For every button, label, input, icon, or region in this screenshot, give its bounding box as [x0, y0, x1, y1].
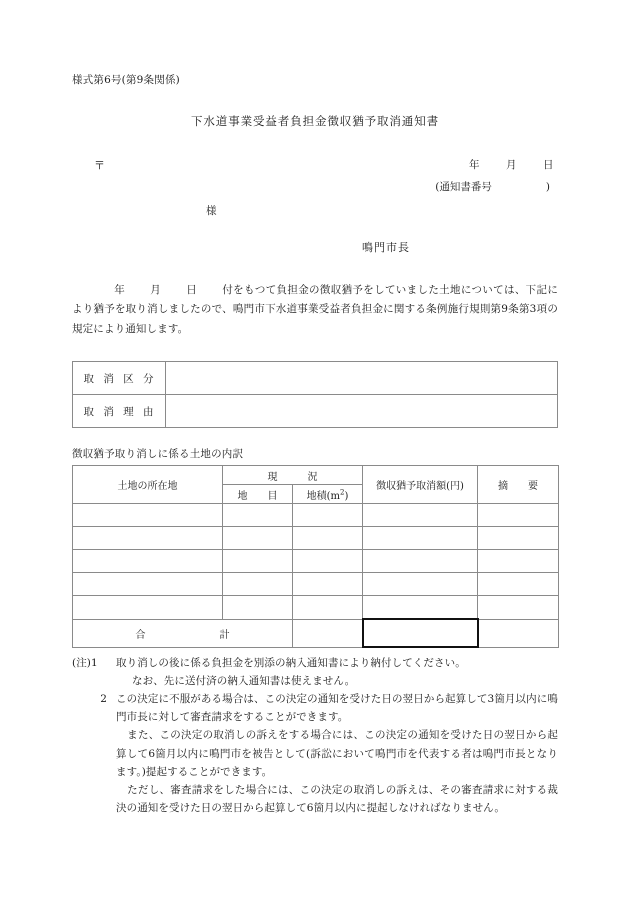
- header-land-category: 地 目: [223, 485, 293, 504]
- cell-location[interactable]: [73, 573, 223, 596]
- cell-remarks[interactable]: [478, 573, 559, 596]
- land-table-caption: 徴収猶予取り消しに係る土地の内訳: [72, 448, 244, 461]
- note-1-marker: (注)1: [72, 657, 98, 670]
- issuer-row: [72, 239, 558, 281]
- note-1-sub: なお、先に送付済の納入通知書は使えません。: [132, 675, 356, 688]
- cell-location[interactable]: [73, 504, 223, 527]
- recipient-row: [72, 203, 558, 239]
- table-row: [73, 596, 559, 620]
- total-cancel-amount[interactable]: [363, 619, 478, 647]
- note-2-paragraph-3-text: ただし、審査請求をした場合には、この決定の取消しの訴えは、その審査請求に対する裁決の通知を受けた日の翌日から起算して6箇月以内に提起しなければなりません。: [116, 783, 558, 814]
- cell-land-category[interactable]: [223, 596, 293, 620]
- note-1-text: 取り消しの後に係る負担金を別添の納入通知書により納付してください。: [116, 657, 466, 670]
- cell-land-area[interactable]: [293, 596, 363, 620]
- cell-location[interactable]: [73, 527, 223, 550]
- cell-land-area[interactable]: [293, 504, 363, 527]
- cell-cancel-amount[interactable]: [363, 573, 478, 596]
- cell-remarks[interactable]: [478, 550, 559, 573]
- cancellation-category-field[interactable]: [166, 362, 558, 395]
- total-land-area[interactable]: [293, 619, 363, 647]
- table-row: [73, 395, 558, 428]
- body-date-year: 年: [114, 284, 126, 296]
- note-2-paragraph-3: [72, 781, 558, 817]
- cell-remarks[interactable]: [478, 527, 559, 550]
- table-row: [73, 362, 558, 395]
- cell-location[interactable]: [73, 596, 223, 620]
- postal-mark-icon: 〒: [94, 159, 105, 172]
- table-row: [73, 550, 559, 573]
- cell-land-area[interactable]: [293, 527, 363, 550]
- date-day-label: 日: [543, 159, 554, 171]
- header-land-area-text: 地積(m: [306, 490, 340, 502]
- cell-land-area[interactable]: [293, 550, 363, 573]
- table-total-row: [73, 619, 559, 647]
- address-date-block: [72, 157, 558, 203]
- cell-land-category[interactable]: [223, 550, 293, 573]
- recipient-suffix: 様: [206, 205, 217, 217]
- note-2-paragraph-2-text: また、この決定の取消しの訴えをする場合には、この決定の通知を受けた日の翌日から起算して6箇月以内に鳴門市を被告として(訴訟において鳴門市を代表する者は鳴門市長となります。)提起することができます。: [116, 729, 558, 778]
- notice-number-close: ): [545, 181, 550, 193]
- notes-section: [72, 654, 558, 816]
- note-2-marker: 2: [100, 693, 107, 706]
- header-cancel-amount: 徴収猶予取消額(円): [363, 466, 478, 504]
- form-code: 様式第6号(第9条関係): [72, 74, 180, 86]
- body-paragraph: [72, 281, 558, 339]
- total-label: 合 計: [73, 619, 293, 647]
- table-row: [73, 504, 559, 527]
- cell-land-category[interactable]: [223, 573, 293, 596]
- cell-remarks[interactable]: [478, 504, 559, 527]
- cell-land-area[interactable]: [293, 573, 363, 596]
- issuer-name: 鳴門市長: [362, 241, 410, 254]
- header-remarks: 摘 要: [478, 466, 559, 504]
- cell-cancel-amount[interactable]: [363, 596, 478, 620]
- body-date-day: 日: [186, 284, 198, 296]
- table-row: [73, 527, 559, 550]
- header-land-area: [293, 485, 363, 504]
- cell-location[interactable]: [73, 550, 223, 573]
- date-month-label: 月: [506, 159, 517, 171]
- notice-number-label: (通知書番号: [435, 181, 492, 193]
- date-year-label: 年: [469, 159, 480, 171]
- cell-land-category[interactable]: [223, 527, 293, 550]
- header-land-area-unit: 2: [340, 488, 345, 497]
- total-remarks[interactable]: [478, 619, 559, 647]
- note-1: [72, 654, 558, 672]
- body-text: 付をもつて負担金の徴収猶予をしていました土地については、下記により猶予を取り消しましたので、鳴門市下水道事業受益者負担金に関する条例施行規則第9条第3項の規定により通知します。: [72, 284, 559, 335]
- date-line: [469, 157, 554, 172]
- table-row: [73, 573, 559, 596]
- header-land-area-close: ): [344, 490, 349, 502]
- note-2-paragraph-2: [72, 726, 558, 780]
- cancellation-category-label: 取 消 区 分: [73, 362, 166, 395]
- cell-remarks[interactable]: [478, 596, 559, 620]
- note-2-text: この決定に不服がある場合は、この決定の通知を受けた日の翌日から起算して3箇月以内に鳴門市長に対して審査請求をすることができます。: [116, 693, 558, 724]
- land-details-table: [72, 465, 559, 648]
- cell-cancel-amount[interactable]: [363, 550, 478, 573]
- cancellation-reason-label: 取 消 理 由: [73, 395, 166, 428]
- cell-cancel-amount[interactable]: [363, 527, 478, 550]
- cell-cancel-amount[interactable]: [363, 504, 478, 527]
- body-date-month: 月: [150, 284, 162, 296]
- page-title: 下水道事業受益者負担金徴収猶予取消通知書: [191, 114, 439, 128]
- cancellation-reason-table: [72, 361, 558, 428]
- cancellation-reason-field[interactable]: [166, 395, 558, 428]
- header-location: 土地の所在地: [73, 466, 223, 504]
- note-2: [72, 690, 558, 726]
- table-header-row: [73, 466, 559, 485]
- cell-land-category[interactable]: [223, 504, 293, 527]
- notice-number: [435, 179, 550, 194]
- header-condition: 現 況: [223, 466, 363, 485]
